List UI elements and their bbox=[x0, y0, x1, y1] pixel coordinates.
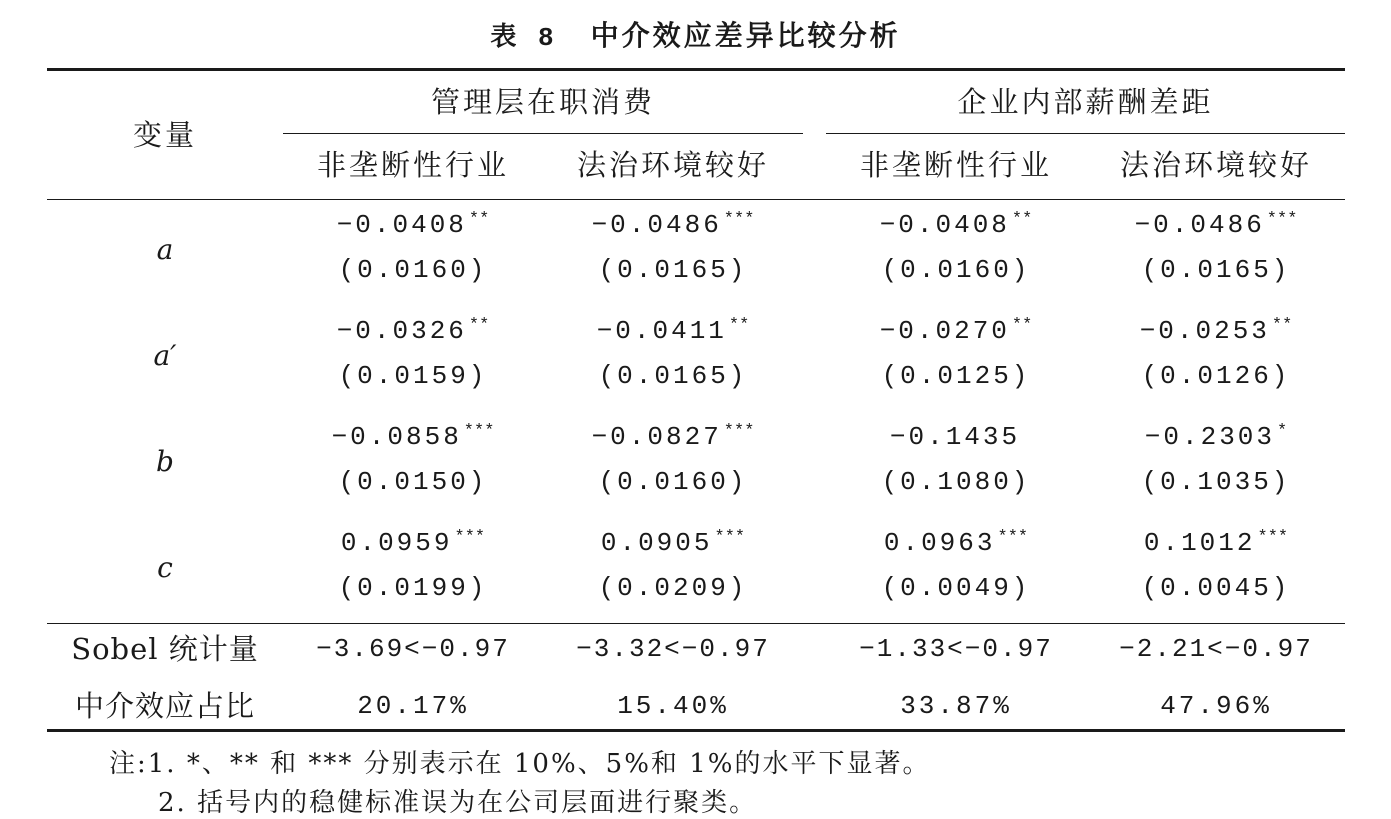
coef-value: −0.0253 bbox=[1139, 316, 1270, 346]
std-error: (0.0209) bbox=[598, 573, 748, 603]
mediation-share-value: 33.87% bbox=[900, 691, 1012, 721]
coef-value: −0.0408 bbox=[336, 210, 467, 240]
sobel-value: −3.32<−0.97 bbox=[576, 634, 770, 664]
table-cell bbox=[543, 317, 803, 344]
summary-top-rule bbox=[47, 623, 1345, 624]
significance-stars: ** bbox=[468, 210, 490, 229]
coef-value: 0.0959 bbox=[340, 528, 453, 558]
significance-stars: *** bbox=[723, 210, 755, 229]
coef-value: −0.0827 bbox=[591, 422, 722, 452]
header-sub-4: 法治环境较好 bbox=[1119, 148, 1312, 182]
top-rule bbox=[47, 68, 1345, 71]
significance-stars: *** bbox=[723, 422, 755, 441]
table-cell bbox=[543, 423, 803, 450]
coef-value: −0.0270 bbox=[879, 316, 1010, 346]
table-cell bbox=[826, 317, 1086, 344]
significance-stars: ** bbox=[728, 316, 750, 335]
header-sub-2: 法治环境较好 bbox=[576, 148, 769, 182]
significance-stars: *** bbox=[454, 528, 486, 547]
table-cell bbox=[543, 529, 803, 556]
std-error: (0.0160) bbox=[598, 467, 748, 497]
std-error: (0.0160) bbox=[338, 255, 488, 285]
table-cell bbox=[1086, 529, 1346, 556]
std-error: (0.0199) bbox=[338, 573, 488, 603]
coef-value: 0.0905 bbox=[600, 528, 713, 558]
table-cell bbox=[1086, 317, 1346, 344]
significance-stars: ** bbox=[1011, 210, 1033, 229]
table-cell bbox=[283, 529, 543, 556]
group2-underline bbox=[826, 133, 1345, 134]
coef-value: 0.0963 bbox=[883, 528, 996, 558]
std-error: (0.0125) bbox=[881, 361, 1031, 391]
table-caption bbox=[0, 14, 1391, 54]
sobel-value: −1.33<−0.97 bbox=[859, 634, 1053, 664]
std-error: (0.0150) bbox=[338, 467, 488, 497]
table-cell bbox=[283, 211, 543, 238]
table-cell bbox=[283, 423, 543, 450]
significance-stars: *** bbox=[997, 528, 1029, 547]
sobel-label: Sobel 统计量 bbox=[71, 632, 259, 666]
sobel-value: −3.69<−0.97 bbox=[316, 634, 510, 664]
std-error: (0.0045) bbox=[1141, 573, 1291, 603]
significance-stars: *** bbox=[714, 528, 746, 547]
header-sub-1: 非垄断性行业 bbox=[316, 148, 509, 182]
coef-value: 0.1012 bbox=[1143, 528, 1256, 558]
row-label-c: c bbox=[157, 551, 173, 584]
std-error: (0.0049) bbox=[881, 573, 1031, 603]
table-cell bbox=[283, 317, 543, 344]
header-group-1: 管理层在职消费 bbox=[430, 85, 655, 119]
std-error: (0.0165) bbox=[1141, 255, 1291, 285]
table-title: 中介效应差异比较分析 bbox=[590, 19, 901, 52]
header-bottom-rule bbox=[47, 199, 1345, 200]
table-number: 表 8 bbox=[490, 23, 557, 53]
std-error: (0.0126) bbox=[1141, 361, 1291, 391]
significance-stars: *** bbox=[463, 422, 495, 441]
row-label-a-prime: a′ bbox=[153, 339, 177, 372]
std-error: (0.1035) bbox=[1141, 467, 1291, 497]
table-cell bbox=[1086, 423, 1346, 450]
table-cell bbox=[826, 423, 1086, 450]
std-error: (0.0165) bbox=[598, 361, 748, 391]
coef-value: −0.0486 bbox=[591, 210, 722, 240]
table-note-1: 注:1. *、** 和 *** 分别表示在 10%、5%和 1%的水平下显著。 bbox=[109, 749, 931, 779]
significance-stars: ** bbox=[1271, 316, 1293, 335]
table-cell bbox=[826, 529, 1086, 556]
coef-value: −0.1435 bbox=[889, 422, 1021, 452]
table-cell bbox=[1086, 211, 1346, 238]
std-error: (0.1080) bbox=[881, 467, 1031, 497]
sobel-value: −2.21<−0.97 bbox=[1119, 634, 1313, 664]
mediation-share-value: 20.17% bbox=[357, 691, 469, 721]
bottom-rule bbox=[47, 729, 1345, 732]
row-label-a: a bbox=[156, 233, 174, 266]
header-group-2: 企业内部薪酬差距 bbox=[957, 85, 1214, 119]
mediation-share-label: 中介效应占比 bbox=[74, 689, 255, 723]
mediation-share-value: 47.96% bbox=[1160, 691, 1272, 721]
coef-value: −0.2303 bbox=[1144, 422, 1275, 452]
header-variable: 变量 bbox=[132, 118, 197, 152]
significance-stars: * bbox=[1277, 422, 1288, 441]
mediation-share-value: 15.40% bbox=[617, 691, 729, 721]
coef-value: −0.0411 bbox=[596, 316, 727, 346]
significance-stars: *** bbox=[1266, 210, 1298, 229]
std-error: (0.0165) bbox=[598, 255, 748, 285]
coef-value: −0.0486 bbox=[1134, 210, 1265, 240]
coef-value: −0.0408 bbox=[879, 210, 1010, 240]
coef-value: −0.0858 bbox=[331, 422, 462, 452]
significance-stars: *** bbox=[1257, 528, 1289, 547]
table-note-2: 2. 括号内的稳健标准误为在公司层面进行聚类。 bbox=[158, 788, 758, 818]
table-cell bbox=[543, 211, 803, 238]
header-sub-3: 非垄断性行业 bbox=[859, 148, 1052, 182]
significance-stars: ** bbox=[468, 316, 490, 335]
std-error: (0.0160) bbox=[881, 255, 1031, 285]
std-error: (0.0159) bbox=[338, 361, 488, 391]
significance-stars: ** bbox=[1011, 316, 1033, 335]
row-label-b: b bbox=[156, 445, 174, 478]
table-cell bbox=[826, 211, 1086, 238]
group1-underline bbox=[283, 133, 803, 134]
coef-value: −0.0326 bbox=[336, 316, 467, 346]
